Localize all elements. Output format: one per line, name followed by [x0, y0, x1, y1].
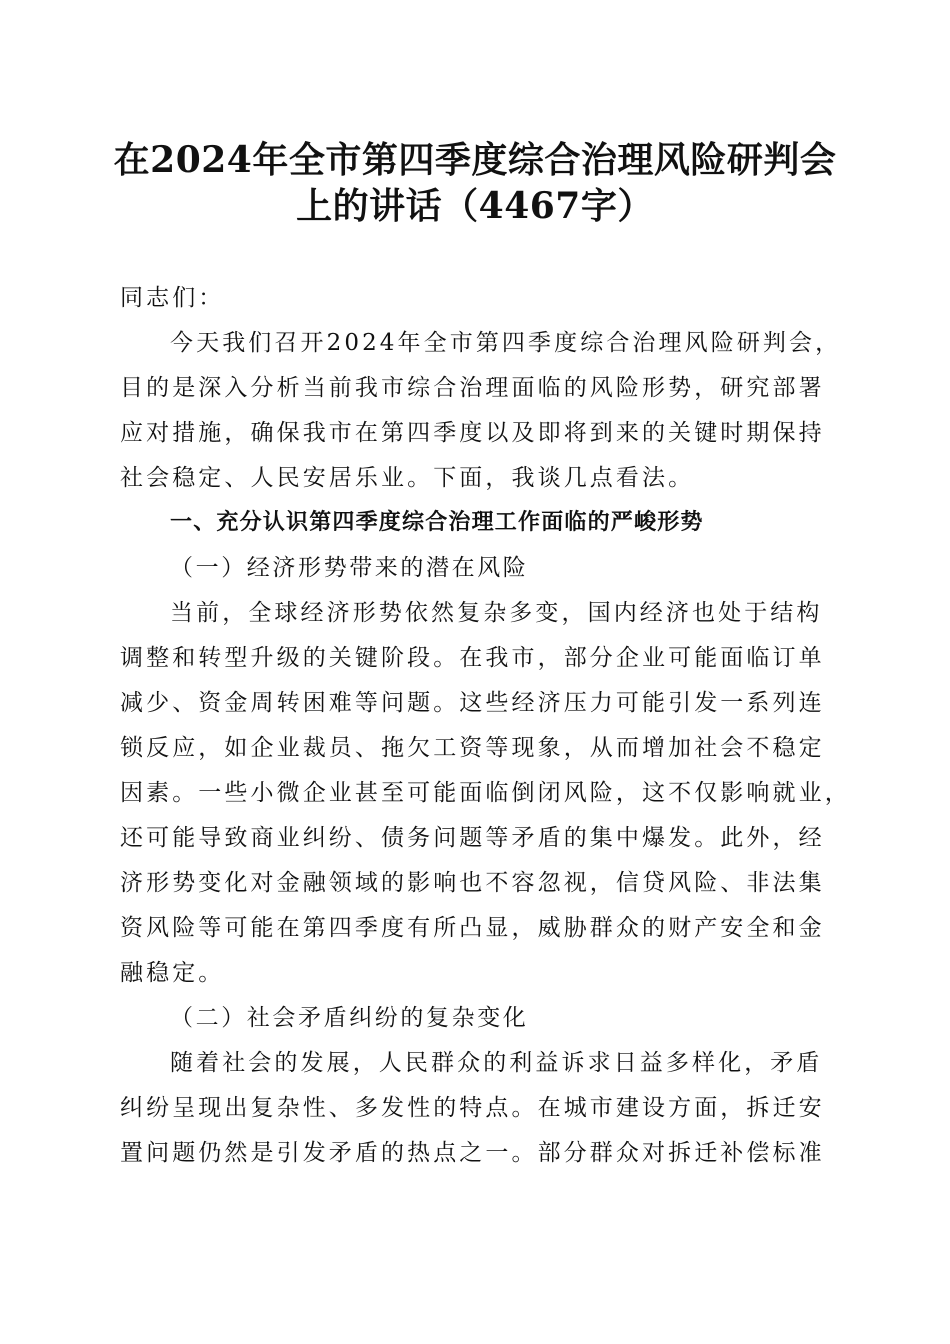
paragraph-line: 融稳定。 [120, 960, 225, 986]
document-title-line-2: 上的讲话（4467字） [296, 185, 654, 227]
document-title-line-1: 在2024年全市第四季度综合治理风险研判会 [113, 139, 837, 181]
paragraph-line: 还可能导致商业纠纷、债务问题等矛盾的集中爆发。此外，经 [120, 825, 825, 851]
paragraph-line: 置问题仍然是引发矛盾的热点之一。部分群众对拆迁补偿标准 [120, 1140, 825, 1166]
paragraph-line: 应对措施，确保我市在第四季度以及即将到来的关键时期保持 [120, 420, 825, 446]
paragraph-line: 目的是深入分析当前我市综合治理面临的风险形势，研究部署 [120, 375, 825, 401]
paragraph-line: 调整和转型升级的关键阶段。在我市，部分企业可能面临订单 [120, 645, 825, 671]
paragraph-line: 资风险等可能在第四季度有所凸显，威胁群众的财产安全和金 [120, 915, 825, 941]
salutation: 同志们： [120, 285, 225, 311]
paragraph-line: 随着社会的发展，人民群众的利益诉求日益多样化，矛盾 [170, 1050, 823, 1076]
paragraph-line: 锁反应，如企业裁员、拖欠工资等现象，从而增加社会不稳定 [120, 735, 825, 761]
paragraph-line: 纠纷呈现出复杂性、多发性的特点。在城市建设方面，拆迁安 [120, 1095, 825, 1121]
section-heading-1: 一、充分认识第四季度综合治理工作面临的严峻形势 [170, 510, 704, 535]
paragraph-line: 济形势变化对金融领域的影响也不容忽视，信贷风险、非法集 [120, 870, 825, 896]
paragraph-line: 今天我们召开2024年全市第四季度综合治理风险研判会， [170, 330, 842, 356]
paragraph-line: 当前，全球经济形势依然复杂多变，国内经济也处于结构 [170, 600, 823, 626]
paragraph-line: 因素。一些小微企业甚至可能面临倒闭风险，这不仅影响就业， [120, 780, 851, 806]
subheading-2: （二）社会矛盾纠纷的复杂变化 [170, 1005, 529, 1031]
paragraph-line: 减少、资金周转困难等问题。这些经济压力可能引发一系列连 [120, 690, 825, 716]
subheading-1: （一）经济形势带来的潜在风险 [170, 555, 529, 581]
paragraph-line: 社会稳定、人民安居乐业。下面，我谈几点看法。 [120, 465, 695, 491]
